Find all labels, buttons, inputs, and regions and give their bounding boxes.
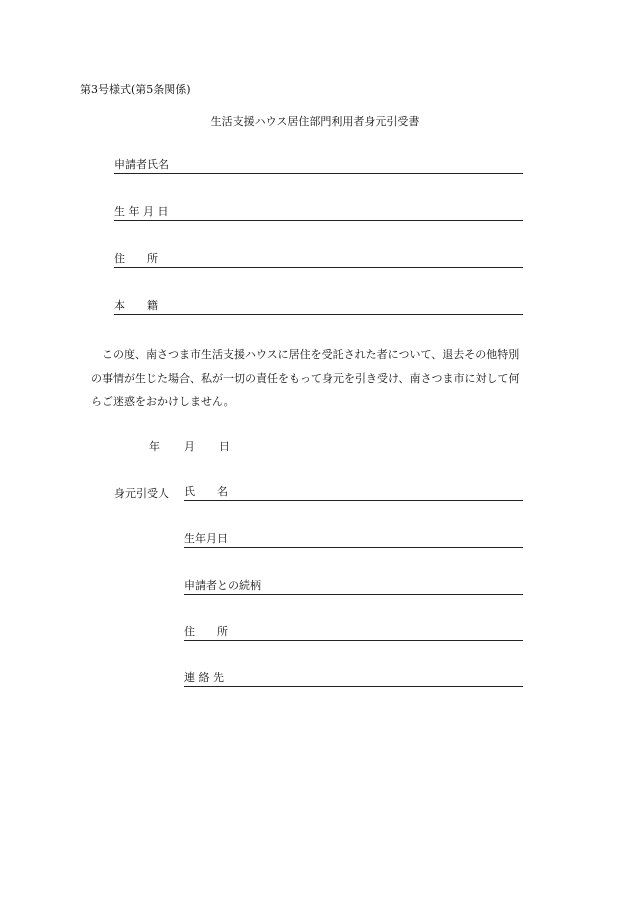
field-label: 申請者との続柄: [184, 579, 261, 592]
paragraph-line: らご迷惑をおかけしません。: [91, 395, 235, 408]
applicant-name-field[interactable]: [114, 159, 523, 174]
declaration-paragraph: [91, 343, 541, 414]
field-label: 申請者氏名: [114, 158, 169, 171]
applicant-birthdate-field[interactable]: [114, 206, 523, 221]
applicant-domicile-field[interactable]: [114, 300, 523, 315]
field-label: 本 籍: [114, 299, 158, 312]
guarantor-contact-field[interactable]: [184, 672, 523, 687]
field-label: 生 年 月 日: [114, 205, 169, 218]
guarantor-address-field[interactable]: [184, 626, 523, 641]
field-label: 氏 名: [184, 485, 228, 498]
field-label: 住 所: [114, 252, 158, 265]
paragraph-line: の事情が生じた場合、私が一切の責任をもって身元を引き受け、南さつま市に対して何: [91, 371, 520, 385]
guarantor-relationship-field[interactable]: [184, 580, 523, 595]
document-title: 生活支援ハウス居住部門利用者身元引受書: [210, 115, 420, 128]
field-label: 住 所: [184, 625, 228, 638]
guarantor-birthdate-field[interactable]: [184, 533, 523, 548]
field-label: 生年月日: [184, 532, 228, 545]
date-month: 月: [184, 440, 195, 453]
date-year: 年: [149, 440, 160, 453]
guarantor-name-field[interactable]: [184, 486, 523, 501]
date-day: 日: [219, 440, 230, 453]
applicant-address-field[interactable]: [114, 253, 523, 268]
paragraph-line: この度、南さつま市生活支援ハウスに居住を受託された者について、退去その他特別: [91, 348, 520, 361]
guarantor-heading: 身元引受人: [114, 487, 169, 500]
form-number: 第3号様式(第5条関係): [80, 83, 191, 96]
field-label: 連 絡 先: [184, 671, 224, 684]
